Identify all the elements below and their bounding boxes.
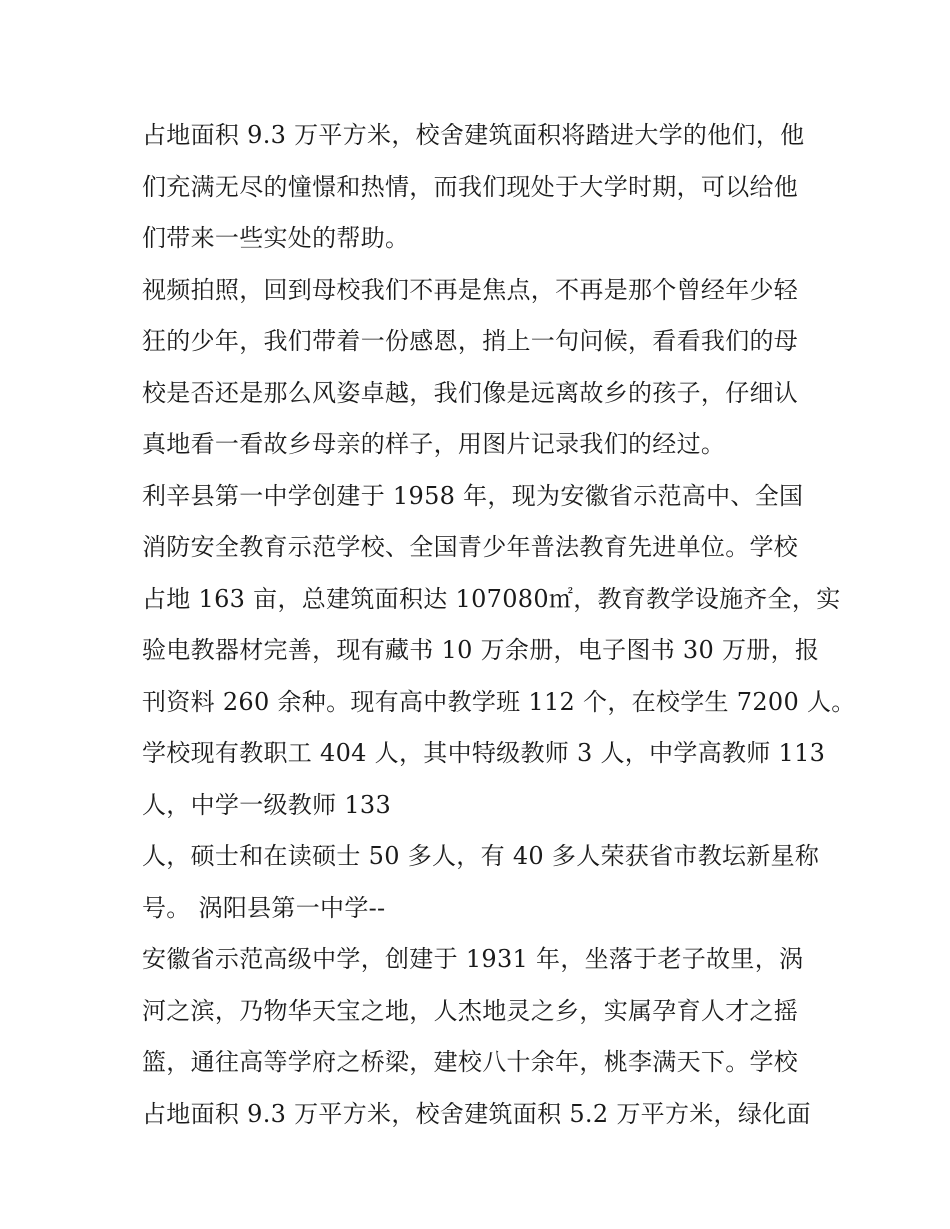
text-line: 校是否还是那么风姿卓越，我们像是远离故乡的孩子，仔细认: [142, 378, 799, 407]
text-line: 安徽省示范高级中学，创建于 1931 年，坐落于老子故里，涡: [142, 945, 804, 973]
text-line: 们充满无尽的憧憬和热情，而我们现处于大学时期，可以给他: [142, 172, 799, 201]
text-line: 视频拍照，回到母校我们不再是焦点，不再是那个曾经年少轻: [142, 275, 799, 304]
text-line: 验电教器材完善，现有藏书 10 万余册，电子图书 30 万册，报: [142, 636, 820, 664]
text-line: 学校现有教职工 404 人，其中特级教师 3 人，中学高教师 113: [142, 739, 826, 767]
text-line: 真地看一看故乡母亲的样子，用图片记录我们的经过。: [142, 430, 726, 458]
text-line: 狂的少年，我们带着一份感恩，捎上一句问候，看看我们的母: [142, 327, 799, 355]
text-line: 人，中学一级教师 133: [142, 790, 392, 819]
text-line: 人，硕士和在读硕士 50 多人，有 40 多人荣获省市教坛新星称: [142, 842, 820, 870]
text-line: 篮，通往高等学府之桥梁，建校八十余年，桃李满天下。学校: [142, 1048, 799, 1076]
text-line: 占地 163 亩，总建筑面积达 107080㎡，教育教学设施齐全，实: [142, 584, 841, 613]
text-line: 河之滨，乃物华天宝之地，人杰地灵之乡，实属孕育人才之摇: [142, 996, 799, 1025]
text-line: 刊资料 260 余种。现有高中教学班 112 个，在校学生 7200 人。: [142, 687, 856, 716]
text-line: 消防安全教育示范学校、全国青少年普法教育先进单位。学校: [142, 533, 799, 561]
text-line: 占地面积 9.3 万平方米，校舍建筑面积 5.2 万平方米，绿化面: [142, 1099, 811, 1128]
text-line: 占地面积 9.3 万平方米，校舍建筑面积将踏进大学的他们，他: [142, 121, 805, 149]
body-text: [142, 110, 856, 1140]
text-line: 利辛县第一中学创建于 1958 年，现为安徽省示范高中、全国: [142, 481, 804, 510]
text-line: 们带来一些实处的帮助。: [142, 224, 410, 252]
text-line: 号。 涡阳县第一中学--: [142, 893, 386, 922]
